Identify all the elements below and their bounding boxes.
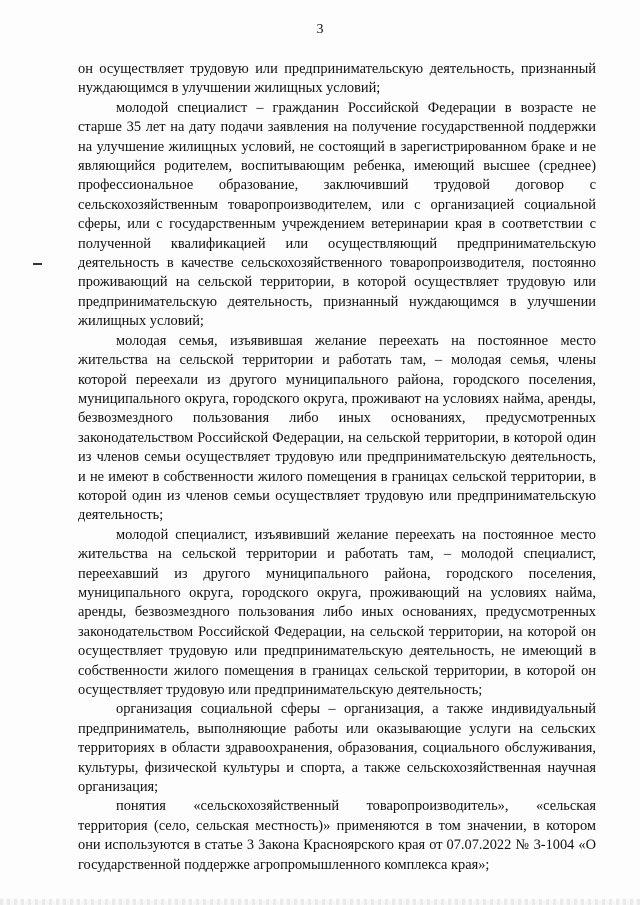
paragraph-young-family-relocation-definition: молодая семья, изъявившая желание переехать на постоянное место жительства на сельской территории и работать там, – молодая семья, члены которой переехали из другого муниципального района, городского поселения, муниципального округа, городского округа, проживают на условиях найма, аренды, безвозмездного пользования либо иных основаниях, предусмотренных законодательством Российской Федерации, на сельской территории, в которой один из членов семьи осуществляет трудовую или предпринимательскую деятельность, и не имеют в собственности жилого помещения в границах сельской территории, в которой один из членов семьи осуществляет трудовую или предпринимательскую деятельность;: [78, 332, 596, 524]
paragraph-terms-reference: понятия «сельскохозяйственный товаропроизводитель», «сельская территория (село, сельская местность)» применяются в том значении, в котором они используются в статье 3 Закона Красноярского края от 07.07.2022 № 3-1004 «О государственной поддержке агропромышленного комплекса края»;: [78, 798, 596, 873]
page-number: 3: [316, 22, 324, 37]
paragraph-young-specialist-relocation-definition: молодой специалист, изъявивший желание переехать на постоянное место жительства на сельской территории и работать там, – молодой специалист, переехавший из другого муниципального района, городского поселения, муниципального округа, городского округа, проживающий на условиях найма, аренды, безвозмездного пользования либо иных основаниях, предусмотренных законодательством Российской Федерации, на сельской территории, на которой он осуществляет трудовую или предпринимательскую деятельность, не имеющий в собственности жилого помещения в границах сельской территории, в которой он осуществляет трудовую или предпринимательскую деятельность;: [78, 526, 596, 698]
paragraph-young-specialist-definition: молодой специалист – гражданин Российской Федерации в возрасте не старше 35 лет на дату подачи заявления на получение государственной поддержки на улучшение жилищных условий, не состоящий в зарегистрированном браке и не являющийся родителем, воспитывающим ребенка, имеющий высшее (среднее) профессиональное образование, заключивший трудовой договор с сельскохозяйственным товаропроизводителем, или с организацией социальной сферы, или с государственным учреждением ветеринарии края в соответствии с полученной квалификацией или осуществляющий предпринимательскую деятельность в качестве сельскохозяйственного товаропроизводителя, постоянно проживающий на сельской территории, в которой осуществляет трудовую или предпринимательскую деятельность, признанный нуждающимся в улучшении жилищных условий;: [78, 99, 596, 330]
scan-edge: [0, 899, 640, 905]
paragraph-continuation: он осуществляет трудовую или предпринимательскую деятельность, признанный нуждающимся в улучшении жилищных условий;: [78, 61, 596, 97]
document-body: [78, 60, 596, 875]
paragraph-social-organization-definition: организация социальной сферы – организация, а также индивидуальный предприниматель, выполняющие работы или оказывающие услуги на сельских территориях в области здравоохранения, образования, социального обслуживания, культуры, физической культуры и спорта, а также сельскохозяйственная научная организация;: [78, 701, 596, 796]
margin-mark: [33, 263, 42, 265]
